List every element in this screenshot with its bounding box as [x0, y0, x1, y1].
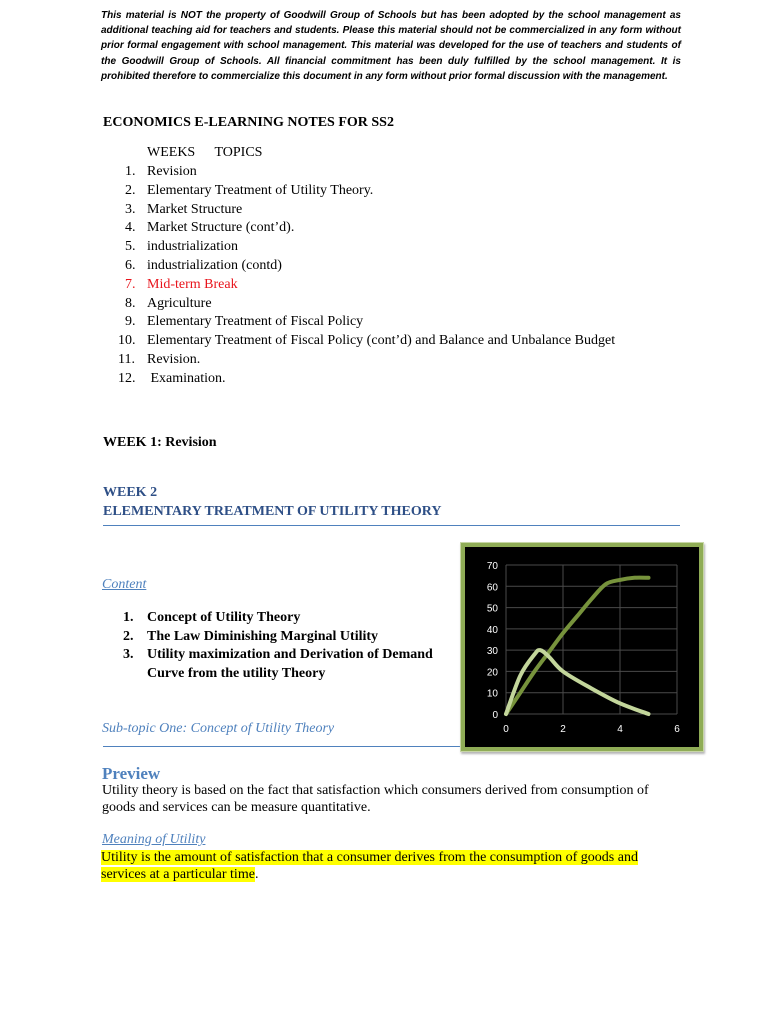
topic-text: Mid-term Break — [147, 276, 238, 292]
topic-text: Market Structure — [147, 201, 243, 217]
content-item — [123, 646, 453, 683]
x-tick-label: 6 — [674, 724, 680, 735]
x-tick-label: 4 — [617, 724, 623, 735]
topic-number: 5. — [125, 239, 136, 255]
topic-item — [103, 257, 615, 276]
content-item-text: The Law Diminishing Marginal Utility — [147, 628, 379, 644]
topic-item — [103, 238, 615, 257]
content-list — [123, 609, 453, 683]
topic-item — [103, 313, 615, 332]
topic-text: Market Structure (cont’d). — [147, 220, 295, 236]
chart-svg — [465, 547, 699, 747]
topic-item — [103, 201, 615, 220]
definition-period: . — [254, 867, 259, 882]
y-tick-label: 40 — [486, 624, 498, 636]
chart-background — [465, 547, 699, 747]
highlighted-definition: Utility is the amount of satisfaction that a consumer derives from the consumption of goods and services at a particular time — [101, 850, 638, 882]
weeks-column-label: WEEKS — [147, 145, 196, 160]
subtopic-heading: Sub-topic One: Concept of Utility Theory — [102, 721, 335, 736]
topics-column-label: TOPICS — [214, 145, 263, 160]
topic-item — [103, 219, 615, 238]
week2-title: ELEMENTARY TREATMENT OF UTILITY THEORY — [103, 504, 442, 519]
preview-heading: Preview — [102, 764, 161, 783]
y-tick-label: 30 — [486, 646, 498, 658]
content-item-text: Utility maximization and Derivation of Demand Curve from the utility Theory — [147, 647, 433, 681]
week1-heading: WEEK 1: Revision — [103, 435, 217, 450]
document-title: ECONOMICS E-LEARNING NOTES FOR SS2 — [103, 115, 394, 130]
topic-text: Elementary Treatment of Fiscal Policy — [147, 314, 364, 330]
utility-chart — [460, 542, 704, 752]
topic-number: 1. — [125, 164, 136, 179]
subtopic-divider — [103, 746, 460, 747]
topic-item — [103, 332, 615, 351]
content-item — [123, 609, 453, 628]
topic-item — [103, 182, 615, 201]
topic-number: 7. — [125, 276, 136, 292]
y-tick-label: 70 — [486, 561, 498, 572]
topic-number: 12. — [118, 370, 136, 386]
topic-item-midterm-break — [103, 276, 615, 295]
topic-number: 8. — [125, 295, 136, 311]
topic-number: 4. — [125, 220, 136, 236]
content-item-number: 2. — [123, 628, 134, 644]
content-item-text: Concept of Utility Theory — [147, 610, 301, 625]
content-label: Content — [102, 577, 147, 592]
topic-number: 10. — [118, 333, 136, 349]
topic-text: Elementary Treatment of Utility Theory. — [147, 182, 374, 198]
week2-label: WEEK 2 — [103, 485, 158, 500]
topic-text: industrialization — [147, 239, 238, 255]
content-item-number: 3. — [123, 647, 134, 663]
x-tick-label: 0 — [503, 724, 509, 735]
weeks-topics-header — [147, 145, 278, 161]
topic-number: 9. — [125, 314, 136, 330]
y-tick-label: 0 — [492, 710, 498, 721]
topics-list — [103, 163, 615, 389]
y-tick-label: 50 — [486, 603, 498, 615]
topic-item — [103, 351, 615, 370]
topic-item — [103, 370, 615, 389]
topic-text: Revision. — [147, 351, 201, 367]
content-item — [123, 628, 453, 647]
disclaimer-text: This material is NOT the property of Goodwill Group of Schools but has been adopted by the school management as additional teaching aid for teachers and students. Please this material should not be commercialized in any form without prior formal engagement with school management. This material was developed for the use of teachers and students of the Goodwill Group of Schools. All financial commitment has been duly fulfilled by the school management. It is prohibited therefore to commercialize this document in any form without prior formal discussion with the management. — [101, 10, 681, 82]
topic-number: 3. — [125, 201, 136, 217]
topic-text: Agriculture — [147, 295, 212, 311]
topic-item — [103, 163, 615, 182]
topic-text: industrialization (contd) — [147, 257, 282, 273]
topic-item — [103, 295, 615, 314]
topic-text: Examination. — [147, 370, 226, 386]
y-tick-label: 20 — [486, 667, 498, 679]
heading-divider — [103, 525, 680, 526]
meaning-heading: Meaning of Utility — [102, 832, 206, 847]
topic-number: 11. — [118, 351, 135, 367]
topic-number: 2. — [125, 182, 136, 198]
topic-number: 6. — [125, 257, 136, 273]
preview-paragraph: Utility theory is based on the fact that satisfaction which consumers derived from consumption of goods and services can be measure quantitative. — [102, 783, 649, 815]
topic-text: Revision — [147, 164, 197, 179]
y-tick-label: 60 — [486, 582, 498, 594]
y-tick-label: 10 — [486, 688, 498, 700]
meaning-paragraph — [101, 849, 661, 883]
content-item-number: 1. — [123, 610, 134, 625]
topic-text: Elementary Treatment of Fiscal Policy (cont’d) and Balance and Unbalance Budget — [147, 333, 616, 349]
x-tick-label: 2 — [560, 724, 566, 735]
